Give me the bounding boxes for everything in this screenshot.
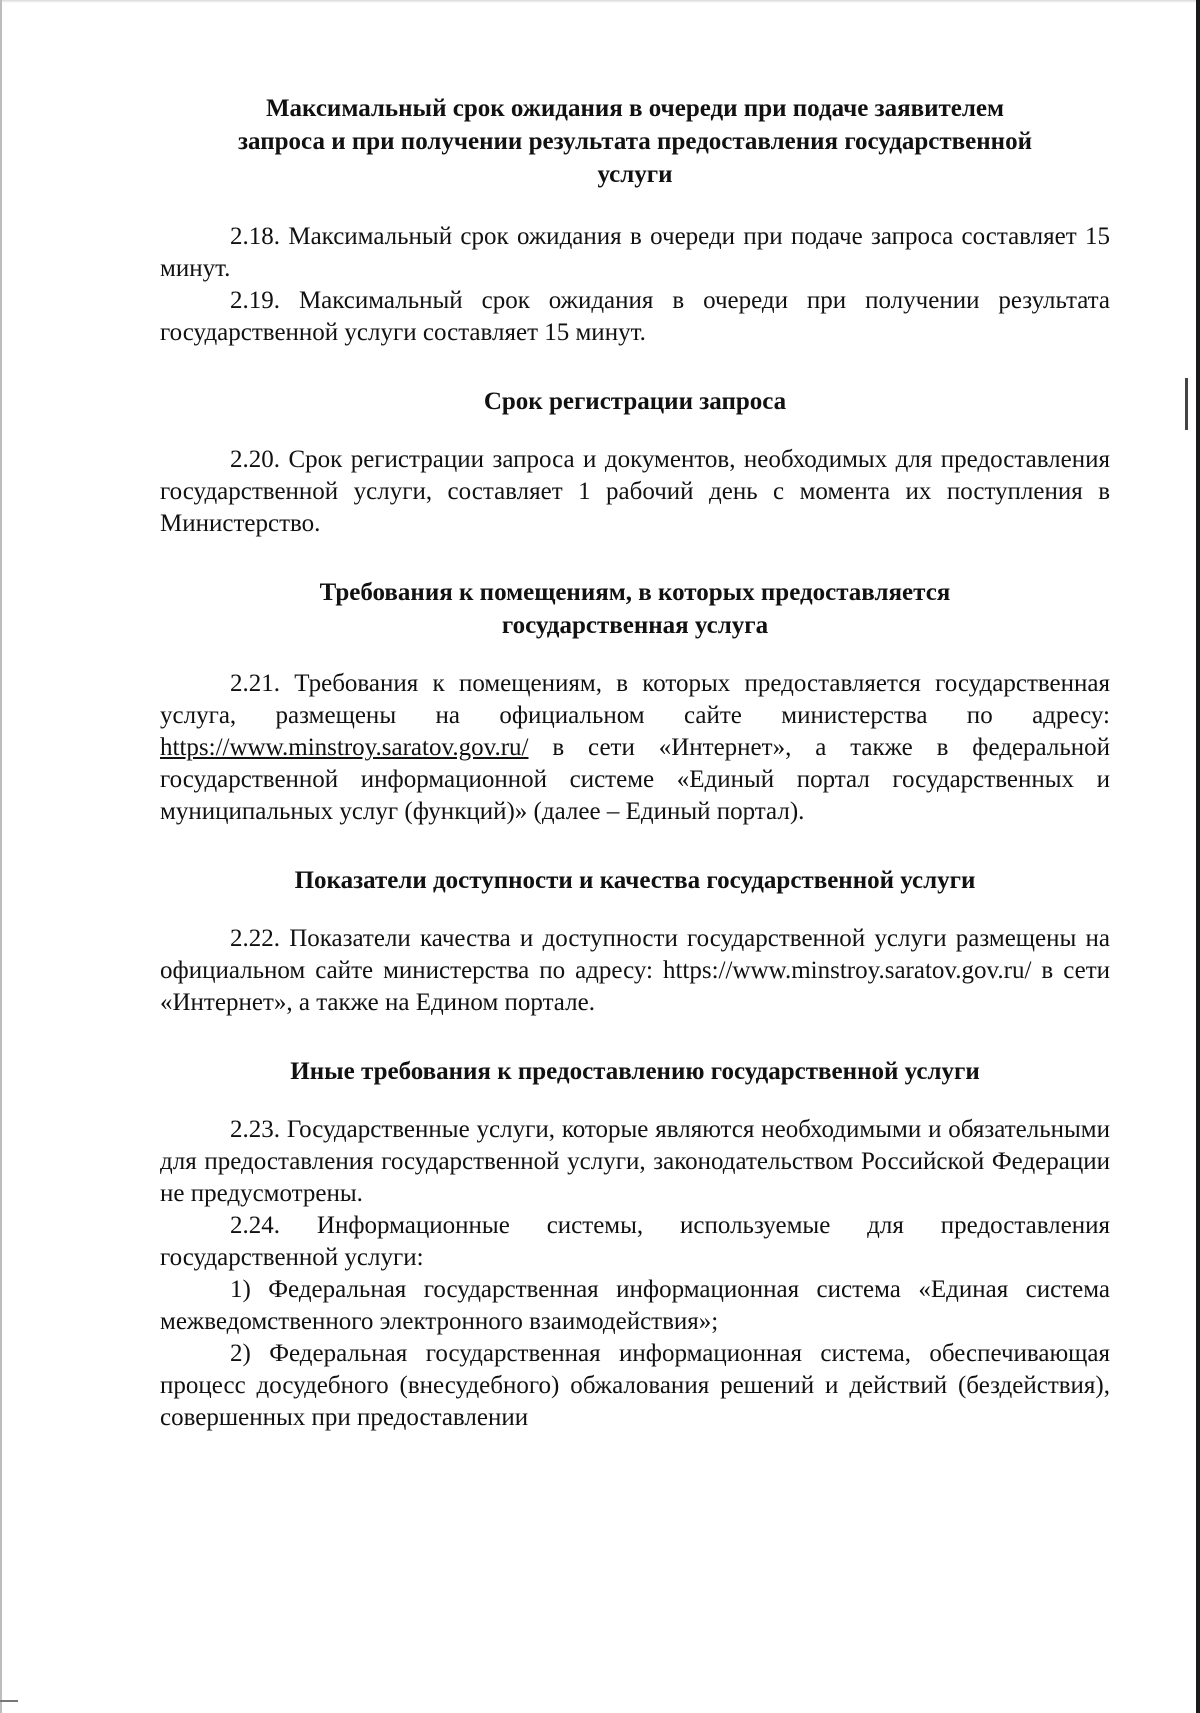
paragraph-text: 2.21. Требования к помещениям, в которых предоставляется государственная услуга, размещены на официальном сайте министерства по адресу: [160,670,1110,729]
list-item-1: 1) Федеральная государственная информационная система «Единая система межведомственного электронного взаимодействия»; [160,1276,1110,1335]
scan-edge-right [1196,0,1200,1713]
scan-edge-top [0,0,1200,3]
paragraph-2-19: 2.19. Максимальный срок ожидания в очереди при получении результата государственной услуги составляет 15 минут. [160,287,1110,346]
heading-line: государственная услуга [501,612,769,639]
heading-line: запроса и при получении результата предоставления государственной [238,128,1032,155]
scan-mark [1185,378,1188,430]
section-heading-quality: Показатели доступности и качества государственной услуги [294,867,976,894]
scan-mark-bottom [0,1700,18,1702]
scan-edge-left [0,0,2,1713]
paragraph-2-21 [160,668,1110,828]
section-heading-queue-time [160,92,1110,191]
heading-line: Требования к помещениям, в которых предоставляется [319,579,951,606]
section-heading-premises [160,576,1110,642]
ministry-site-link[interactable]: https://www.minstroy.saratov.gov.ru/ [160,734,529,761]
paragraph-2-22: 2.22. Показатели качества и доступности государственной услуги размещены на официальном сайте министерства по адресу: https://www.minstroy.saratov.gov.ru/ в сети «Интернет», а также на Едином портале. [160,925,1110,1016]
list-item-2: 2) Федеральная государственная информационная система, обеспечивающая процесс досудебного (внесудебного) обжалования решений и действий (бездействия), совершенных при предоставлении [160,1340,1110,1431]
heading-line: Максимальный срок ожидания в очереди при подаче заявителем [265,95,1005,122]
paragraph-2-20: 2.20. Срок регистрации запроса и документов, необходимых для предоставления государственной услуги, составляет 1 рабочий день с момента их поступления в Министерство. [160,446,1110,537]
paragraph-2-24: 2.24. Информационные системы, используемые для предоставления государственной услуги: [160,1212,1110,1271]
heading-line: услуги [597,161,673,188]
paragraph-2-18: 2.18. Максимальный срок ожидания в очереди при подаче запроса составляет 15 минут. [160,223,1110,282]
section-heading-registration: Срок регистрации запроса [483,388,787,415]
document-body [160,92,1110,1434]
section-heading-other-requirements: Иные требования к предоставлению государственной услуги [290,1058,980,1085]
paragraph-2-23: 2.23. Государственные услуги, которые являются необходимыми и обязательными для предоставления государственной услуги, законодательством Российской Федерации не предусмотрены. [160,1116,1110,1207]
paragraph-text: в сети «Интернет», а также в федеральной государственной информационной системе «Единый портал государственных и муниципальных услуг (функций)» (далее – Единый портал). [160,734,1110,825]
